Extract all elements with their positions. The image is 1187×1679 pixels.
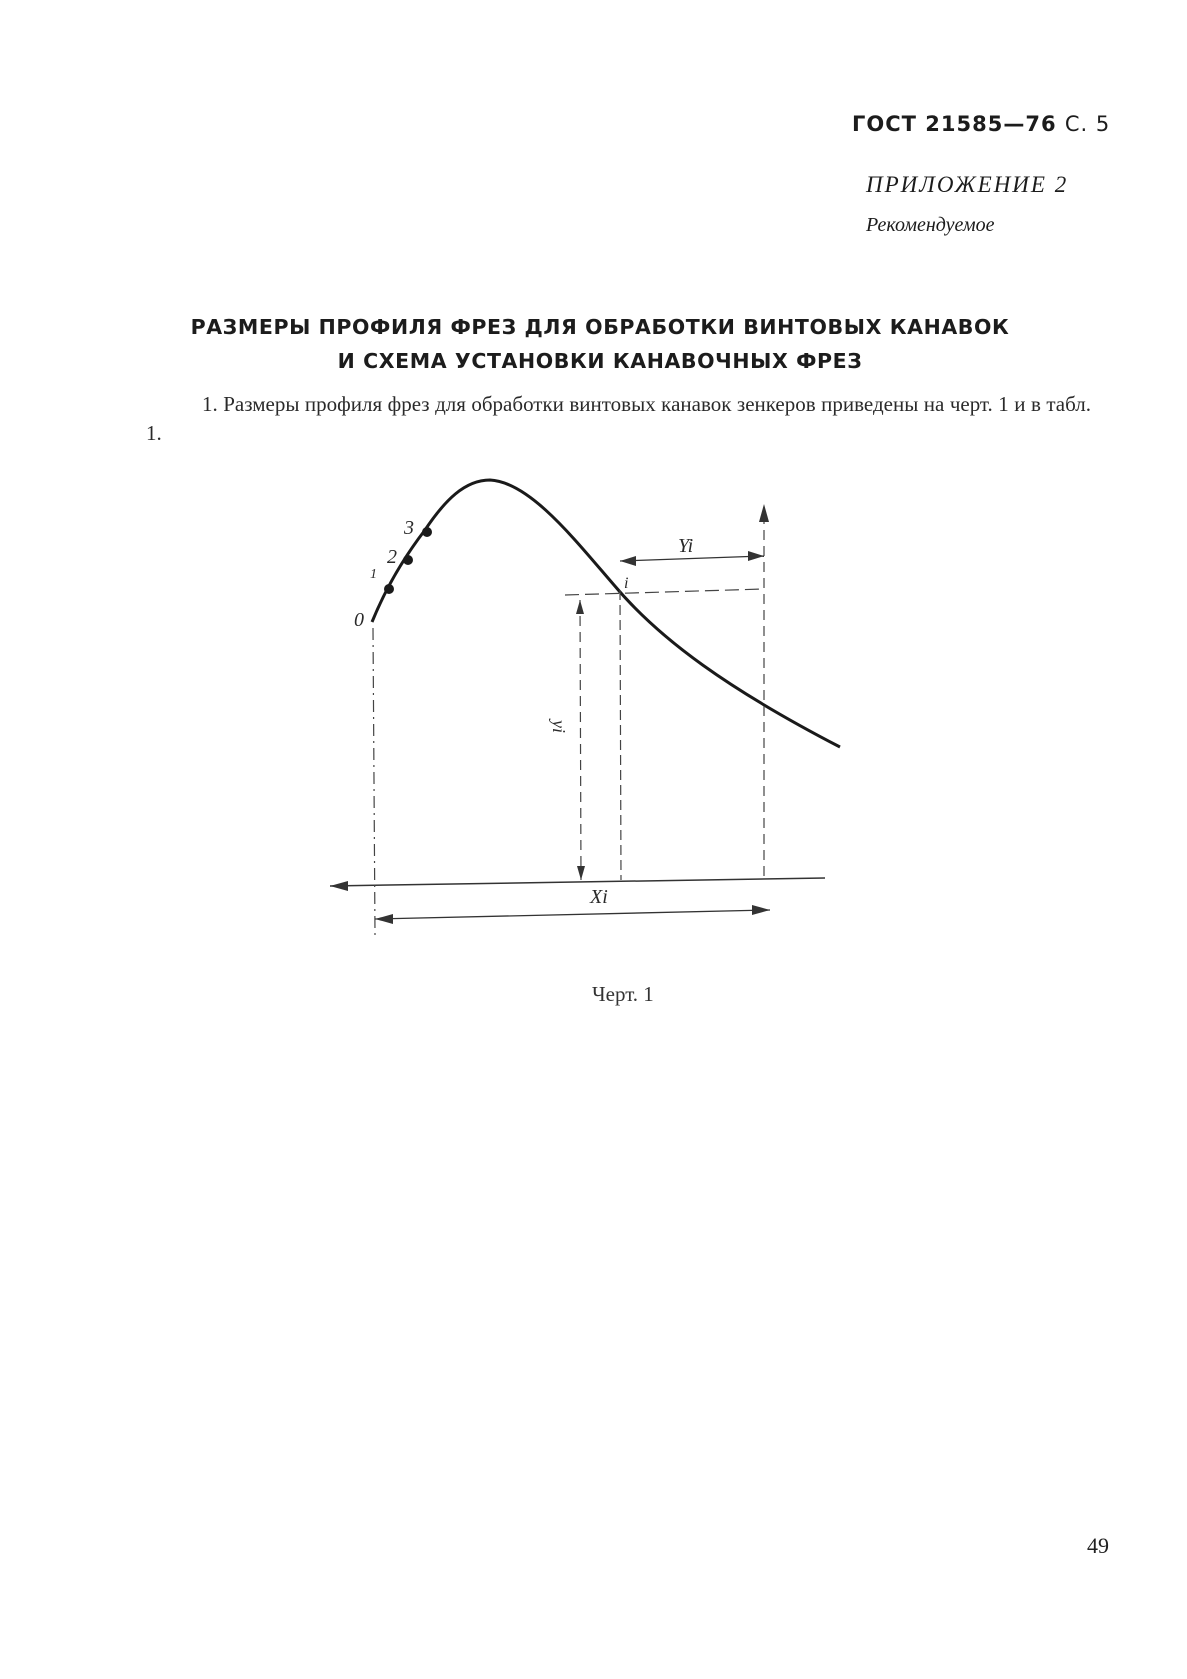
- page-reference: С. 5: [1064, 112, 1111, 136]
- profile-point-2: [403, 555, 413, 565]
- right-vertical-arrow: [759, 504, 769, 522]
- yi-vertical-arrow-top: [576, 600, 584, 614]
- baseline-axis: [330, 878, 825, 886]
- body-paragraph: 1. Размеры профиля фрез для обработки винтовых канавок зенкеров приведены на черт. 1 и в табл. 1.: [146, 392, 1091, 445]
- standard-number: ГОСТ 21585—76: [852, 112, 1057, 136]
- point-label-3: 3: [404, 517, 414, 539]
- yi-arrow-left: [620, 556, 636, 566]
- section-title-line-2: И СХЕМА УСТАНОВКИ КАНАВОЧНЫХ ФРЕЗ: [337, 349, 863, 373]
- dimension-label-xi: Xi: [590, 886, 608, 908]
- xi-arrow-left: [375, 914, 393, 924]
- page-number: 49: [1087, 1533, 1109, 1558]
- dimension-label-yi-top: Yi: [678, 535, 694, 557]
- section-title-line-1: РАЗМЕРЫ ПРОФИЛЯ ФРЕЗ ДЛЯ ОБРАБОТКИ ВИНТОВЫХ КАНАВОК: [190, 315, 1010, 339]
- xi-arrow-right: [752, 905, 770, 915]
- point-label-0: 0: [354, 609, 364, 631]
- dimension-label-i: i: [624, 575, 629, 592]
- yi-vertical-dimension-line: [580, 600, 581, 880]
- profile-point-1: [384, 584, 394, 594]
- point-label-1: 1: [370, 567, 377, 582]
- appendix-status: Рекомендуемое: [866, 214, 995, 236]
- profile-point-3: [422, 527, 432, 537]
- point-i-horizontal-line: [565, 589, 764, 595]
- yi-vertical-arrow-bottom: [577, 866, 585, 880]
- yi-arrow-right: [748, 551, 764, 561]
- appendix-label: ПРИЛОЖЕНИЕ 2: [866, 172, 1069, 197]
- dimension-label-yi-side: yi: [549, 720, 569, 733]
- point-label-2: 2: [387, 546, 397, 568]
- baseline-arrow-left: [330, 881, 348, 891]
- profile-curve: [372, 480, 840, 747]
- figure-caption: Черт. 1: [592, 982, 654, 1006]
- point-i-vertical-line: [620, 590, 621, 880]
- xi-dimension-line: [375, 910, 770, 919]
- left-extension-line: [373, 628, 375, 935]
